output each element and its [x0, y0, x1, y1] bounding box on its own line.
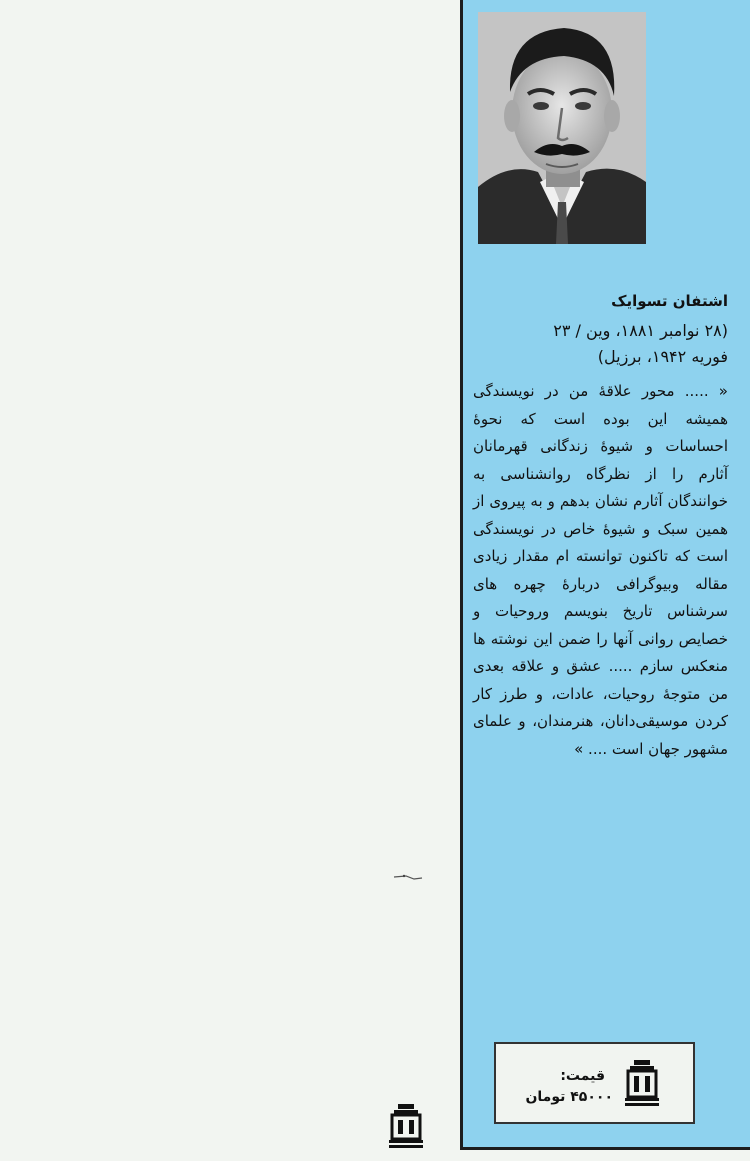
author-dates-line-2: فوریه ۱۹۴۲، برزیل) — [597, 347, 728, 366]
publisher-logo-icon — [388, 1103, 424, 1149]
author-portrait-photo — [478, 12, 646, 244]
author-panel — [460, 0, 750, 1150]
price-box — [494, 1042, 695, 1124]
publisher-logo-icon — [624, 1058, 660, 1108]
author-name: اشتفان تسوایک — [611, 292, 728, 310]
author-dates — [478, 318, 728, 370]
price-value: ۴۵۰۰۰ تومان — [525, 1089, 613, 1105]
paper-mark — [392, 872, 428, 882]
author-portrait — [478, 12, 646, 244]
price-label: قیمت: — [560, 1068, 605, 1084]
author-quote: « ..... محور علاقهٔ من در نویسندگی همیشه این بوده است که نحوهٔ احساسات و شیوهٔ زندگانی قهرمانان آثارم را از نظرگاه روانشناسی به خوانندگان آثارم نشان بدهم و به پیروی از همین سبک و شیوهٔ خاص در نویسندگی است که تاکنون توانسته ام مقدار زیادی مقاله وبیوگرافی دربارهٔ چهره های سرشناس تاریخ بنویسم وروحیات و خصایص روانی آنها را ضمن این نوشته ها منعکس سازم ..... عشق و علاقه بعدی من متوجهٔ روحیات، عادات، و طرز کار کردن موسیقی‌دانان، هنرمندان، و علمای مشهور جهان است .... » — [473, 382, 728, 758]
author-dates-line-1: (۲۸ نوامبر ۱۸۸۱، وین / ۲۳ — [553, 321, 728, 340]
